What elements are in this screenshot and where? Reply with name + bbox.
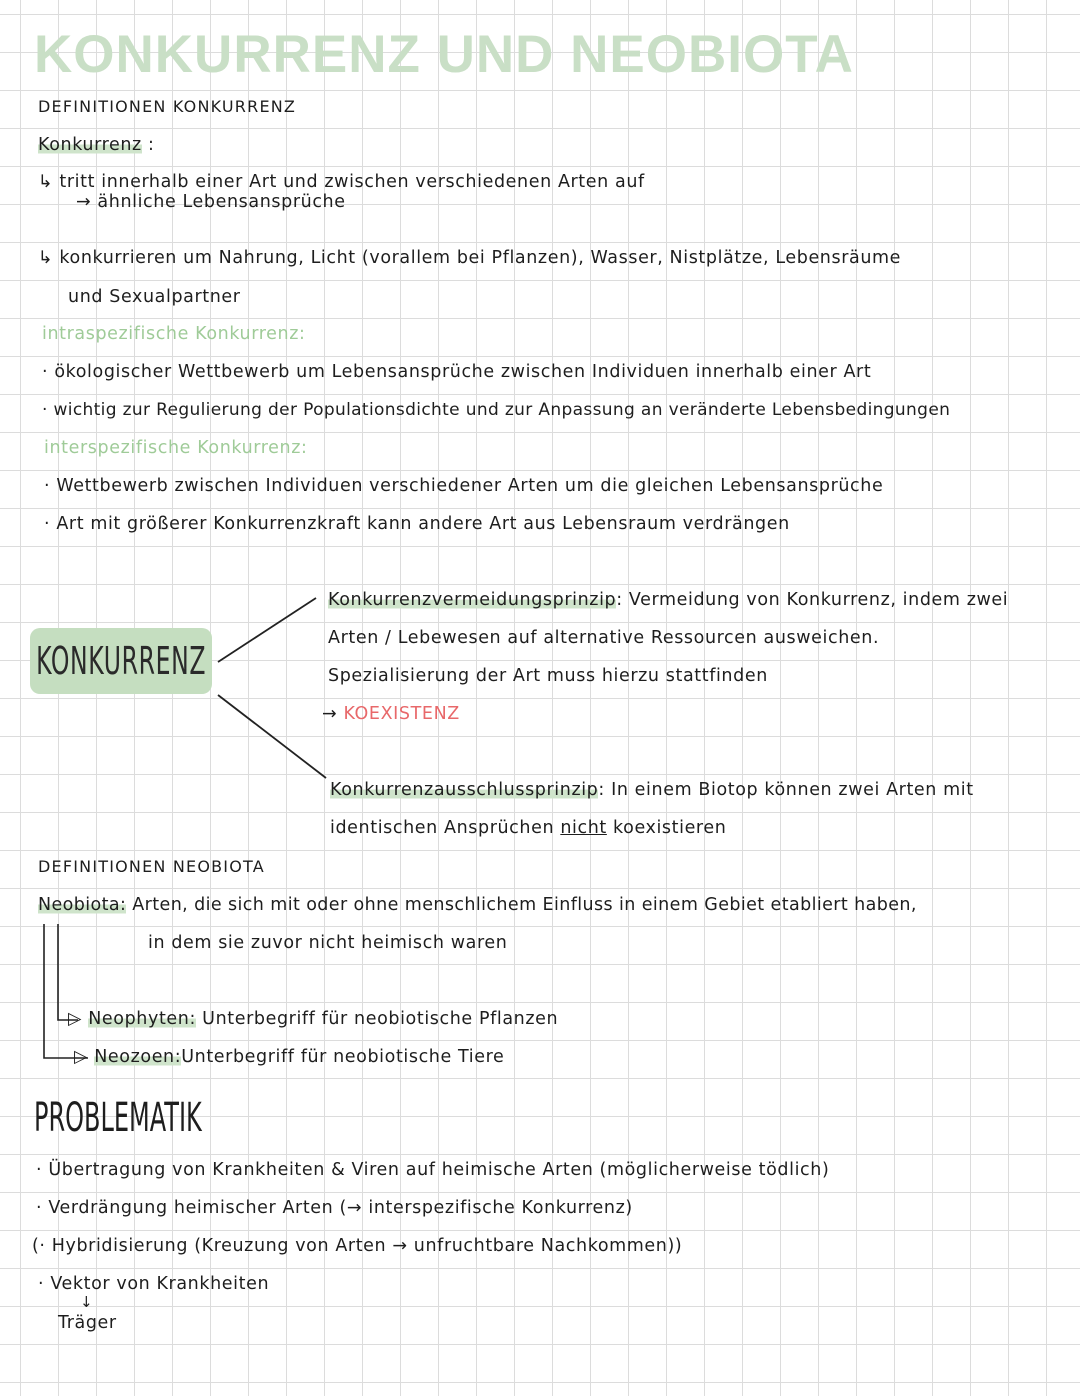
nicht-underlined: nicht bbox=[560, 818, 607, 838]
konkurrenz-line-2: → ähnliche Lebensansprüche bbox=[76, 192, 346, 212]
connector-line-bottom bbox=[218, 695, 326, 778]
neozoen-line: ▷ Neozoen:Unterbegriff für neobiotische Tiere bbox=[74, 1047, 505, 1067]
konkurrenz-line-1: ↳ tritt innerhalb einer Art und zwischen verschiedenen Arten auf bbox=[38, 172, 645, 192]
intraspezifisch-item-2: · wichtig zur Regulierung der Populationsdichte und zur Anpassung an veränderte Lebensbedingungen bbox=[42, 400, 951, 420]
vermeidung-label: Konkurrenzvermeidungsprinzip bbox=[328, 590, 617, 610]
interspezifisch-item-1: · Wettbewerb zwischen Individuen verschiedener Arten um die gleichen Lebensansprüche bbox=[44, 476, 884, 496]
bracket-neozoen bbox=[44, 924, 88, 1058]
neobiota-label: Neobiota: bbox=[38, 895, 127, 915]
vermeidung-line-3: Spezialisierung der Art muss hierzu stattfinden bbox=[328, 666, 768, 686]
neophyten-line: ▷ Neophyten: Unterbegriff für neobiotische Pflanzen bbox=[68, 1009, 559, 1029]
konkurrenz-line-3: ↳ konkurrieren um Nahrung, Licht (vorallem bei Pflanzen), Wasser, Nistplätze, Lebensräume bbox=[38, 248, 902, 268]
intraspezifisch-item-1: · ökologischer Wettbewerb um Lebensansprüche zwischen Individuen innerhalb einer Art bbox=[42, 362, 872, 382]
neozoen-label: Neozoen: bbox=[94, 1047, 182, 1067]
problematik-item-4-sub: Träger bbox=[58, 1313, 117, 1333]
ausschluss-line-1: Konkurrenzausschlussprinzip: In einem Biotop können zwei Arten mit bbox=[330, 780, 974, 800]
connector-line-top bbox=[218, 598, 316, 662]
problematik-item-1: · Übertragung von Krankheiten & Viren auf heimische Arten (möglicherweise tödlich) bbox=[36, 1160, 830, 1180]
konkurrenz-badge bbox=[30, 628, 212, 694]
koexistenz-line: → KOEXISTENZ bbox=[322, 704, 460, 724]
intraspezifisch-label: intraspezifische Konkurrenz: bbox=[42, 324, 306, 344]
vermeidung-line-2: Arten / Lebewesen auf alternative Ressourcen ausweichen. bbox=[328, 628, 880, 648]
heading-problematik: PROBLEMATIK bbox=[34, 1095, 202, 1141]
konkurrenz-label: Konkurrenz : bbox=[38, 135, 155, 155]
bracket-neophyten bbox=[58, 924, 78, 1020]
interspezifisch-item-2: · Art mit größerer Konkurrenzkraft kann andere Art aus Lebensraum verdrängen bbox=[44, 514, 790, 534]
problematik-item-4: · Vektor von Krankheiten bbox=[38, 1274, 270, 1294]
problematik-item-2: · Verdrängung heimischer Arten (→ interspezifische Konkurrenz) bbox=[36, 1198, 633, 1218]
koexistenz-label: KOEXISTENZ bbox=[343, 704, 460, 724]
neophyten-label: Neophyten: bbox=[88, 1009, 196, 1029]
vermeidung-line-1: Konkurrenzvermeidungsprinzip: Vermeidung von Konkurrenz, indem zwei bbox=[328, 590, 1009, 610]
interspezifisch-label: interspezifische Konkurrenz: bbox=[44, 438, 308, 458]
ausschluss-label: Konkurrenzausschlussprinzip bbox=[330, 780, 599, 800]
konkurrenz-line-4: und Sexualpartner bbox=[68, 287, 241, 307]
page-title: KONKURRENZ UND NEOBIOTA bbox=[34, 25, 854, 84]
heading-definitionen-konkurrenz: DEFINITIONEN KONKURRENZ bbox=[38, 97, 297, 116]
down-arrow-icon: ↓ bbox=[80, 1293, 94, 1311]
neobiota-line-1: Neobiota: Arten, die sich mit oder ohne menschlichem Einfluss in einem Gebiet etabliert haben, bbox=[38, 895, 917, 915]
neobiota-line-2: in dem sie zuvor nicht heimisch waren bbox=[148, 933, 508, 953]
heading-definitionen-neobiota: DEFINITIONEN NEOBIOTA bbox=[38, 857, 265, 876]
ausschluss-line-2: identischen Ansprüchen nicht koexistieren bbox=[330, 818, 727, 838]
problematik-item-3: (· Hybridisierung (Kreuzung von Arten → unfruchtbare Nachkommen)) bbox=[32, 1236, 683, 1256]
konkurrenz-badge-text: KONKURRENZ bbox=[36, 639, 207, 683]
